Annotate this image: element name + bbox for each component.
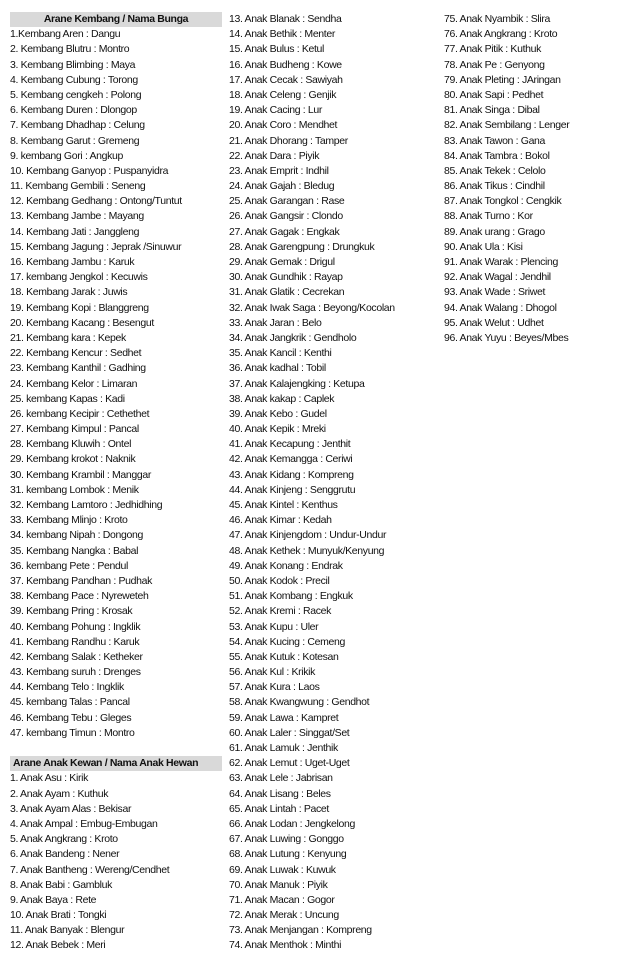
list-item: 66. Anak Lodan : Jengkelong <box>229 817 355 830</box>
list-item: 24. Anak Gajah : Bledug <box>229 180 335 193</box>
list-item: 91. Anak Warak : Plencing <box>444 256 559 268</box>
list-item: 36. kembang Pete : Pendul <box>10 559 128 572</box>
list-item: 22. Anak Dara : Piyik <box>229 149 320 162</box>
list-item: 9. Anak Baya : Rete <box>10 893 97 906</box>
list-item: 63. Anak Lele : Jabrisan <box>229 772 333 785</box>
list-item: 20. Kembang Kacang : Besengut <box>10 316 154 329</box>
list-item: 28. Anak Garengpung : Drungkuk <box>229 240 375 253</box>
list-item: 62. Anak Lemut : Uget-Uget <box>229 757 350 770</box>
list-item: 81. Anak Singa : Dibal <box>444 104 540 117</box>
list-item: 45. Anak Kintel : Kenthus <box>229 499 338 511</box>
list-item: 78. Anak Pe : Genyong <box>444 58 545 71</box>
list-item: 13. Kembang Jambe : Mayang <box>10 210 144 223</box>
list-item: 80. Anak Sapi : Pedhet <box>444 88 544 101</box>
list-item: 86. Anak Tikus : Cindhil <box>444 180 545 193</box>
list-item: 11. Anak Banyak : Blengur <box>10 924 125 937</box>
list-item: 69. Anak Luwak : Kuwuk <box>229 863 336 876</box>
list-item: 27. Kembang Kimpul : Pancal <box>10 423 139 436</box>
list-item: 25. kembang Kapas : Kadi <box>10 392 125 405</box>
list-item: 72. Anak Merak : Uncung <box>229 909 339 922</box>
list-item: 1.Kembang Aren : Dangu <box>10 28 121 41</box>
list-item: 3. Kembang Blimbing : Maya <box>10 58 136 71</box>
list-item: 4. Anak Ampal : Embug-Embugan <box>10 817 158 830</box>
list-item: 23. Kembang Kanthil : Gadhing <box>10 362 146 375</box>
list-item: 52. Anak Kremi : Racek <box>229 605 332 618</box>
list-item: 85. Anak Tekek : Celolo <box>444 164 546 177</box>
list-item: 73. Anak Menjangan : Kompreng <box>229 924 372 937</box>
list-item: 48. Anak Kethek : Munyuk/Kenyung <box>229 544 385 557</box>
list-item: 51. Anak Kombang : Engkuk <box>229 590 353 603</box>
list-item: 6. Kembang Duren : Dlongop <box>10 104 137 117</box>
list-item: 15. Anak Bulus : Ketul <box>229 43 325 56</box>
list-item: 67. Anak Luwing : Gonggo <box>229 833 344 846</box>
list-item: 30. Kembang Krambil : Manggar <box>10 468 152 481</box>
list-item: 57. Anak Kura : Laos <box>229 681 320 694</box>
list-item: 42. Kembang Salak : Ketheker <box>10 650 143 663</box>
animal-young-names-heading: Arane Anak Kewan / Nama Anak Hewan <box>10 756 222 771</box>
list-item: 26. kembang Kecipir : Cethethet <box>10 407 150 420</box>
list-item: 79. Anak Pleting : JAringan <box>444 73 561 86</box>
list-item: 64. Anak Lisang : Beles <box>229 787 331 800</box>
list-item: 40. Anak Kepik : Mreki <box>229 423 326 436</box>
list-item: 18. Anak Celeng : Genjik <box>229 88 337 101</box>
flower-names-heading: Arane Kembang / Nama Bunga <box>10 12 222 27</box>
list-item: 29. Kembang krokot : Naknik <box>10 453 136 466</box>
list-item: 74. Anak Menthok : Minthi <box>229 939 342 952</box>
list-item: 19. Anak Cacing : Lur <box>229 104 323 117</box>
list-item: 24. Kembang Kelor : Limaran <box>10 377 138 390</box>
list-item: 82. Anak Sembilang : Lenger <box>444 119 570 132</box>
list-item: 16. Kembang Jambu : Karuk <box>10 256 135 268</box>
list-item: 34. kembang Nipah : Dongong <box>10 529 143 542</box>
list-item: 12. Kembang Gedhang : Ontong/Tuntut <box>10 195 182 208</box>
list-item: 17. Anak Cecak : Sawiyah <box>229 73 343 86</box>
list-item: 12. Anak Bebek : Meri <box>10 939 106 952</box>
list-item: 34. Anak Jangkrik : Gendholo <box>229 331 357 344</box>
list-item: 47. Anak Kinjengdom : Undur-Undur <box>229 529 387 542</box>
list-item: 93. Anak Wade : Sriwet <box>444 286 546 299</box>
list-item: 4. Kembang Cubung : Torong <box>10 73 138 86</box>
list-item: 41. Kembang Randhu : Karuk <box>10 635 140 648</box>
list-item: 77. Anak Pitik : Kuthuk <box>444 43 542 56</box>
list-item: 14. Anak Bethik : Menter <box>229 28 335 41</box>
list-item: 60. Anak Laler : Singgat/Set <box>229 726 350 739</box>
list-item: 41. Anak Kecapung : Jenthit <box>229 438 351 451</box>
list-item: 2. Anak Ayam : Kuthuk <box>10 787 109 800</box>
list-item: 56. Anak Kul : Krikik <box>229 666 316 679</box>
column-3 <box>444 12 634 346</box>
list-item: 38. Kembang Pace : Nyreweteh <box>10 590 149 603</box>
list-item: 92. Anak Wagal : Jendhil <box>444 271 551 284</box>
list-item: 32. Kembang Lamtoro : Jedhidhing <box>10 499 163 511</box>
list-item: 1. Anak Asu : Kirik <box>10 772 88 785</box>
list-item: 5. Anak Angkrang : Kroto <box>10 833 118 846</box>
list-item: 21. Kembang kara : Kepek <box>10 331 126 344</box>
list-item: 68. Anak Lutung : Kenyung <box>229 848 347 861</box>
list-item: 8. Anak Babi : Gambluk <box>10 878 113 891</box>
list-item: 83. Anak Tawon : Gana <box>444 134 546 147</box>
list-item: 21. Anak Dhorang : Tamper <box>229 134 348 147</box>
list-item: 39. Anak Kebo : Gudel <box>229 407 327 420</box>
list-item: 9. kembang Gori : Angkup <box>10 149 124 162</box>
list-item: 46. Kembang Tebu : Gleges <box>10 711 132 724</box>
list-item: 31. kembang Lombok : Menik <box>10 483 139 496</box>
list-item: 44. Kembang Telo : Ingklik <box>10 681 124 694</box>
list-item: 45. kembang Talas : Pancal <box>10 696 130 709</box>
list-item: 33. Kembang Mlinjo : Kroto <box>10 514 128 527</box>
list-item: 55. Anak Kutuk : Kotesan <box>229 650 339 663</box>
list-item: 90. Anak Ula : Kisi <box>444 240 523 253</box>
list-item: 16. Anak Budheng : Kowe <box>229 58 342 71</box>
list-item: 28. Kembang Kluwih : Ontel <box>10 438 132 451</box>
list-item: 10. Kembang Ganyop : Puspanyidra <box>10 164 169 177</box>
list-item: 50. Anak Kodok : Precil <box>229 574 330 587</box>
list-item: 95. Anak Welut : Udhet <box>444 316 544 329</box>
list-item: 47. kembang Timun : Montro <box>10 726 135 739</box>
column-2 <box>229 12 439 954</box>
list-item: 14. Kembang Jati : Janggleng <box>10 225 140 238</box>
list-item: 39. Kembang Pring : Krosak <box>10 605 133 618</box>
list-item: 17. kembang Jengkol : Kecuwis <box>10 271 148 284</box>
list-item: 89. Anak urang : Grago <box>444 225 545 238</box>
list-item: 20. Anak Coro : Mendhet <box>229 119 338 132</box>
list-item: 87. Anak Tongkol : Cengkik <box>444 195 562 208</box>
list-item: 11. Kembang Gembili : Seneng <box>10 180 146 193</box>
list-item: 44. Anak Kinjeng : Senggrutu <box>229 483 356 496</box>
list-item: 7. Anak Bantheng : Wereng/Cendhet <box>10 863 170 876</box>
column-1 <box>10 12 222 954</box>
list-item: 2. Kembang Blutru : Montro <box>10 43 130 56</box>
list-item: 8. Kembang Garut : Gremeng <box>10 134 140 147</box>
list-item: 70. Anak Manuk : Piyik <box>229 878 328 891</box>
list-item: 43. Kembang suruh : Drenges <box>10 666 141 679</box>
list-item: 96. Anak Yuyu : Beyes/Mbes <box>444 331 569 344</box>
list-item: 3. Anak Ayam Alas : Bekisar <box>10 802 132 815</box>
animal-young-names-list-part-2 <box>229 12 439 954</box>
list-item: 22. Kembang Kencur : Sedhet <box>10 347 142 360</box>
list-item: 32. Anak Iwak Saga : Beyong/Kocolan <box>229 301 395 314</box>
section-spacer <box>10 741 222 756</box>
list-item: 6. Anak Bandeng : Nener <box>10 848 120 861</box>
list-item: 19. Kembang Kopi : Blanggreng <box>10 301 149 314</box>
list-item: 61. Anak Lamuk : Jenthik <box>229 742 338 754</box>
list-item: 25. Anak Garangan : Rase <box>229 195 345 208</box>
list-item: 36. Anak kadhal : Tobil <box>229 362 326 375</box>
list-item: 26. Anak Gangsir : Clondo <box>229 210 343 223</box>
list-item: 49. Anak Konang : Endrak <box>229 559 343 572</box>
list-item: 35. Kembang Nangka : Babal <box>10 544 139 557</box>
list-item: 35. Anak Kancil : Kenthi <box>229 347 332 360</box>
list-item: 71. Anak Macan : Gogor <box>229 893 335 906</box>
list-item: 76. Anak Angkrang : Kroto <box>444 28 558 41</box>
list-item: 53. Anak Kupu : Uler <box>229 620 319 633</box>
list-item: 37. Anak Kalajengking : Ketupa <box>229 377 365 390</box>
list-item: 5. Kembang cengkeh : Polong <box>10 88 142 101</box>
list-item: 65. Anak Lintah : Pacet <box>229 802 329 815</box>
list-item: 38. Anak kakap : Caplek <box>229 392 335 405</box>
list-item: 10. Anak Brati : Tongki <box>10 909 107 922</box>
list-item: 58. Anak Kwangwung : Gendhot <box>229 696 370 709</box>
list-item: 54. Anak Kucing : Cemeng <box>229 635 345 648</box>
list-item: 33. Anak Jaran : Belo <box>229 316 322 329</box>
list-item: 84. Anak Tambra : Bokol <box>444 149 550 162</box>
list-item: 23. Anak Emprit : Indhil <box>229 164 329 177</box>
list-item: 59. Anak Lawa : Kampret <box>229 711 339 724</box>
list-item: 30. Anak Gundhik : Rayap <box>229 271 343 284</box>
list-item: 75. Anak Nyambik : Slira <box>444 13 550 25</box>
flower-names-list <box>10 27 222 741</box>
list-item: 37. Kembang Pandhan : Pudhak <box>10 574 152 587</box>
list-item: 43. Anak Kidang : Kompreng <box>229 468 354 481</box>
animal-young-names-list-part-3 <box>444 12 634 346</box>
list-item: 40. Kembang Pohung : Ingklik <box>10 620 141 633</box>
list-item: 46. Anak Kimar : Kedah <box>229 514 332 527</box>
list-item: 7. Kembang Dhadhap : Celung <box>10 119 145 132</box>
list-item: 13. Anak Blanak : Sendha <box>229 13 342 25</box>
animal-young-names-list-part-1 <box>10 771 222 953</box>
list-item: 29. Anak Gemak : Drigul <box>229 256 335 268</box>
list-item: 18. Kembang Jarak : Juwis <box>10 286 128 299</box>
list-item: 88. Anak Turno : Kor <box>444 210 533 223</box>
list-item: 31. Anak Glatik : Cecrekan <box>229 286 345 299</box>
list-item: 94. Anak Walang : Dhogol <box>444 301 557 314</box>
list-item: 15. Kembang Jagung : Jeprak /Sinuwur <box>10 240 182 253</box>
list-item: 27. Anak Gagak : Engkak <box>229 225 340 238</box>
list-item: 42. Anak Kemangga : Ceriwi <box>229 453 353 466</box>
